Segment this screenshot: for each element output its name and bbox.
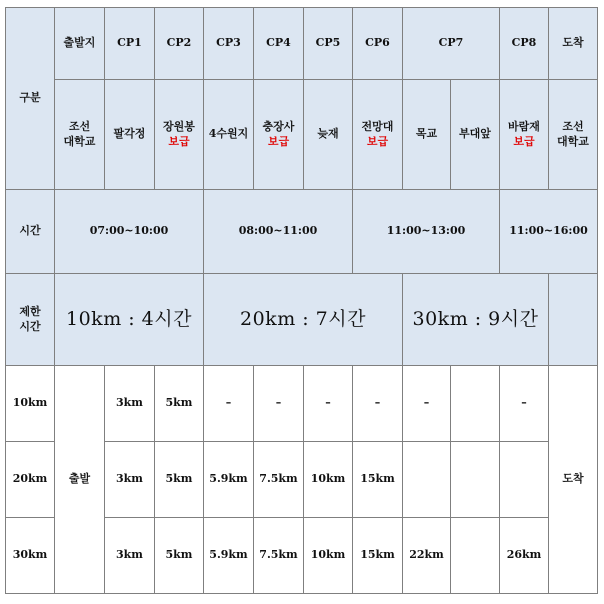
- point-cp4: CP4: [254, 8, 304, 80]
- course-cell: 3km: [105, 366, 155, 442]
- limit-20km: 20km : 7시간: [204, 274, 403, 366]
- place-finish-text: 조선 대학교: [557, 119, 589, 148]
- place-cp5: 늦재: [304, 80, 353, 190]
- supply-label: 보급: [267, 134, 290, 148]
- time-range-2: 08:00~11:00: [204, 190, 353, 274]
- place-cp7b: 부대앞: [451, 80, 500, 190]
- course-30km-label: 30km: [6, 518, 55, 594]
- course-cell: [451, 518, 500, 594]
- course-cell: 5km: [155, 518, 204, 594]
- limit-10km: 10km : 4시간: [55, 274, 204, 366]
- course-cell: 7.5km: [254, 442, 304, 518]
- point-cp6: CP6: [353, 8, 403, 80]
- course-table: [5, 7, 598, 594]
- finish-cell: 도착: [549, 366, 598, 594]
- place-cp7a: 목교: [403, 80, 451, 190]
- point-cp1: CP1: [105, 8, 155, 80]
- point-cp3: CP3: [204, 8, 254, 80]
- point-cp5: CP5: [304, 8, 353, 80]
- time-range-1: 07:00~10:00: [55, 190, 204, 274]
- course-cell: 15km: [353, 442, 403, 518]
- course-cell: –: [254, 366, 304, 442]
- limit-label: [6, 274, 55, 366]
- place-start: [55, 80, 105, 190]
- course-cell: 5.9km: [204, 442, 254, 518]
- course-cell: –: [500, 366, 549, 442]
- place-cp3: 4수원지: [204, 80, 254, 190]
- time-range-4: 11:00~16:00: [500, 190, 598, 274]
- place-cp4-text: 충장사: [262, 119, 295, 133]
- point-cp8: CP8: [500, 8, 549, 80]
- course-cell: –: [353, 366, 403, 442]
- point-finish: 도착: [549, 8, 598, 80]
- course-cell: 22km: [403, 518, 451, 594]
- place-cp1: 팔각정: [105, 80, 155, 190]
- course-cell: 26km: [500, 518, 549, 594]
- time-range-3: 11:00~13:00: [353, 190, 500, 274]
- supply-label: 보급: [168, 134, 190, 148]
- limit-label-text: 제한 시간: [19, 304, 41, 333]
- time-label: 시간: [6, 190, 55, 274]
- course-10km-label: 10km: [6, 366, 55, 442]
- course-cell: [451, 366, 500, 442]
- course-cell: 5km: [155, 442, 204, 518]
- limit-30km: 30km : 9시간: [403, 274, 549, 366]
- point-cp7: CP7: [403, 8, 500, 80]
- category-header: 구분: [6, 8, 55, 190]
- point-cp2: CP2: [155, 8, 204, 80]
- course-cell: –: [204, 366, 254, 442]
- place-cp4: [254, 80, 304, 190]
- course-cell: [500, 442, 549, 518]
- place-cp8: [500, 80, 549, 190]
- place-cp8-text: 바람재: [508, 119, 540, 133]
- course-cell: –: [304, 366, 353, 442]
- course-cell: 10km: [304, 518, 353, 594]
- start-cell: 출발: [55, 366, 105, 594]
- place-cp6: [353, 80, 403, 190]
- course-cell: 15km: [353, 518, 403, 594]
- place-finish: [549, 80, 598, 190]
- course-cell: 3km: [105, 442, 155, 518]
- course-cell: 7.5km: [254, 518, 304, 594]
- place-cp2: [155, 80, 204, 190]
- place-cp2-text: 장원봉: [163, 119, 195, 133]
- course-cell: 3km: [105, 518, 155, 594]
- place-cp6-text: 전망대: [361, 119, 394, 133]
- course-cell: –: [403, 366, 451, 442]
- supply-label: 보급: [513, 134, 535, 148]
- course-cell: 5km: [155, 366, 204, 442]
- course-cell: 10km: [304, 442, 353, 518]
- course-cell: [451, 442, 500, 518]
- course-20km-label: 20km: [6, 442, 55, 518]
- point-start: 출발지: [55, 8, 105, 80]
- place-start-text: 조선 대학교: [63, 119, 96, 148]
- course-cell: [403, 442, 451, 518]
- supply-label: 보급: [366, 134, 389, 148]
- limit-empty: [549, 274, 598, 366]
- course-cell: 5.9km: [204, 518, 254, 594]
